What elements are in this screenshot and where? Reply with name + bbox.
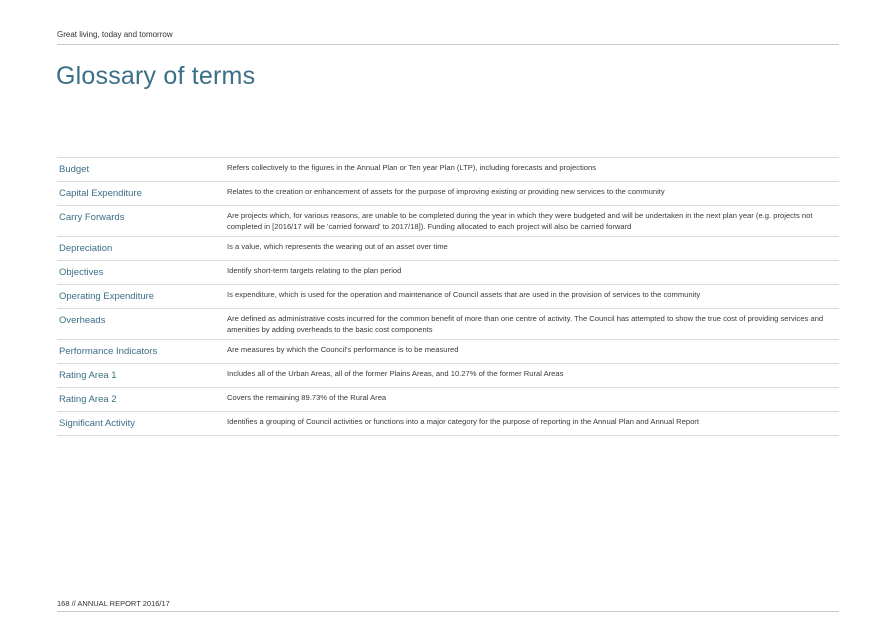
glossary-term: Significant Activity bbox=[59, 418, 136, 429]
header-divider bbox=[57, 44, 839, 45]
glossary-term: Depreciation bbox=[59, 243, 113, 254]
glossary-row bbox=[57, 261, 839, 285]
glossary-row bbox=[57, 388, 839, 412]
glossary-row bbox=[57, 309, 839, 340]
glossary-definition: Are projects which, for various reasons, are unable to be completed during the year in which they were budgeted and will be undertaken in the next plan year (e.g. projects not completed in [2016/17 will be 'carried forward' to 2017/18]). Funding allocated to each project will also be carried forward bbox=[227, 211, 813, 231]
glossary-definition: Refers collectively to the figures in the Annual Plan or Ten year Plan (LTP), including forecasts and projections bbox=[227, 163, 597, 172]
glossary-term: Carry Forwards bbox=[59, 212, 125, 223]
glossary-definition: Identify short-term targets relating to the plan period bbox=[227, 266, 402, 275]
page-title: Glossary of terms bbox=[56, 62, 256, 90]
glossary-row bbox=[57, 237, 839, 261]
glossary-definition: Is a value, which represents the wearing out of an asset over time bbox=[227, 242, 448, 251]
glossary-row bbox=[57, 182, 839, 206]
glossary-definition: Identifies a grouping of Council activities or functions into a major category for the purpose of reporting in the Annual Plan and Annual Report bbox=[227, 417, 699, 426]
glossary-term: Operating Expenditure bbox=[59, 291, 155, 302]
glossary-definition: Is expenditure, which is used for the operation and maintenance of Council assets that are used in the provision of services to the community bbox=[227, 290, 701, 299]
glossary-term: Capital Expenditure bbox=[59, 188, 142, 199]
glossary-term: Rating Area 2 bbox=[59, 394, 117, 405]
glossary-row bbox=[57, 412, 839, 436]
glossary-term: Budget bbox=[59, 164, 90, 175]
glossary-term: Objectives bbox=[59, 267, 104, 278]
glossary-definition: Includes all of the Urban Areas, all of the former Plains Areas, and 10.27% of the former Rural Areas bbox=[227, 369, 564, 378]
footer-divider bbox=[57, 611, 839, 612]
glossary-term: Rating Area 1 bbox=[59, 370, 117, 381]
glossary-row bbox=[57, 340, 839, 364]
glossary-definition: Relates to the creation or enhancement of assets for the purpose of improving existing or providing new services to the community bbox=[227, 187, 665, 196]
glossary-definition: Covers the remaining 89.73% of the Rural Area bbox=[227, 393, 387, 402]
header-tagline: Great living, today and tomorrow bbox=[57, 30, 173, 39]
glossary-definition: Are measures by which the Council's performance is to be measured bbox=[227, 345, 459, 354]
glossary-row bbox=[57, 158, 839, 182]
glossary-term: Performance Indicators bbox=[59, 346, 158, 357]
glossary-row bbox=[57, 364, 839, 388]
glossary-row bbox=[57, 206, 839, 237]
glossary-term: Overheads bbox=[59, 315, 106, 326]
glossary-definition: Are defined as administrative costs incurred for the common benefit of more than one centre of activity. The Council has attempted to show the true cost of providing services and amenities by adding overheads to the basic cost components bbox=[227, 314, 824, 334]
glossary-row bbox=[57, 285, 839, 309]
footer-page-label: 168 // ANNUAL REPORT 2016/17 bbox=[57, 599, 170, 608]
glossary-table bbox=[57, 157, 839, 436]
